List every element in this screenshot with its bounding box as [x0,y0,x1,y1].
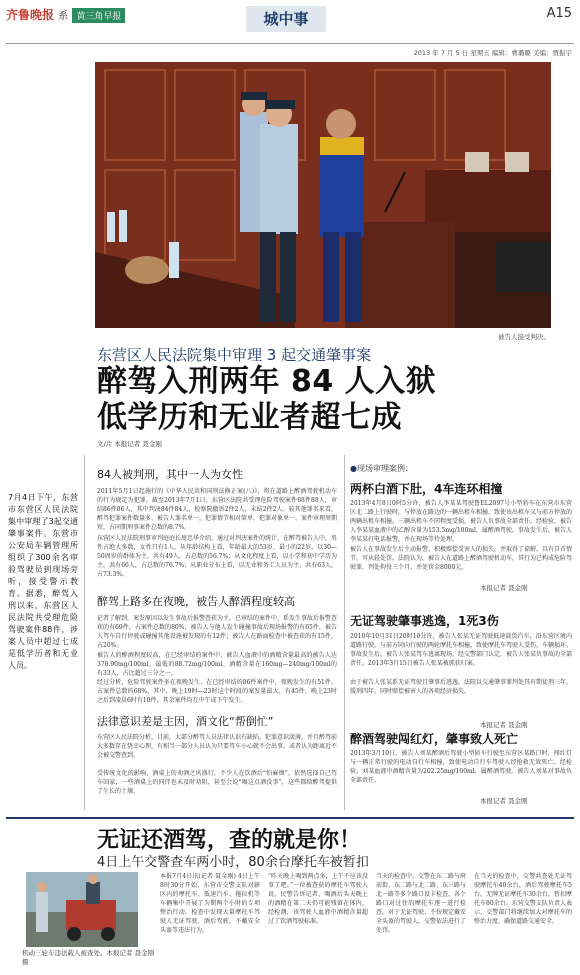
page-number: A15 [546,6,572,21]
bottom-subheadline: 4日上午交警查车两小时，80余台摩托车被暂扣 [97,855,369,870]
headline-line-2: 低学历和无业者超七成 [97,400,402,435]
subheading-1: 84人被判刑，其中一人为女性 [97,468,243,481]
checkpoint-photo [26,872,138,947]
byline: 文/片 本报记者 聂金刚 [97,440,162,448]
section-title: 城中事 [246,6,326,32]
brand-suffix: 系 [58,11,69,22]
case-3-author: 本报记者 聂金刚 [480,797,528,805]
photo-caption: 被告人接受判决。 [498,333,550,341]
case-3-title: 醉酒驾驶闯红灯，肇事致人死亡 [350,732,519,746]
case-2-text: 2010年10月31日20时10分许，被告人张某无证驾驶低速载货汽车，沿东营区境内道路行驶，与前方同向行驶的两轮摩托车相撞，致使摩托车驾驶人受伤，车辆损坏。事故发生后，被告人张某驾车逃离现场。经交警部门认定，被告人张某负事故的全部责任。2013年3月15日被告人张某被抓获归案。 [350,633,572,667]
masthead [6,6,125,23]
headline-line-1: 醉驾入刑两年 84 人入狱 [97,364,437,399]
courtroom-photo [95,62,551,328]
bottom-col-4: 在当天的检查中，交警共查处无证驾驶摩托车40余台，酒后驾驶摩托车5台，无牌无证摩托车30余台，暂扣摩托车80余台。东营交警支队负责人表示，交警部门将继续加大对摩托车的整治力度，确保道路交通安全。 [474,873,572,925]
column-divider [344,455,345,810]
paragraph-1: 2011年5月1日起施行的《中华人民共和国刑法修正案(八)》，将在道路上醉酒驾驶机动车的行为规定为犯罪。截至2013年7月1日，东营区法院共受理危险驾驶案件88件88人，审结86件86人，其中判决84件84人，检察院撤诉2件2人，未结2件2人。较其他罪名来看，醉驾犯罪案件数量多、被告人罪名单一，犯罪情节相对简单、犯罪对象单一、案件审理周期短，占同期刑事案件总数的8.7%。 [97,488,337,531]
bottom-col-3: 当天的检查中，交警在东二路与府前街、东二路与北二路、东三路与北一路等多个路口设卡检查，各个路口对过往的摩托车逐一进行检查。对于无证驾驶、不按规定戴安全头盔的驾驶人，交警依法进行了处罚。 [376,873,466,934]
paragraph-2: 东营区人民法院刑事审判庭庭长周忠华介绍，通过对判决案件的统计，在醉驾被告人中，男性占绝大多数，女性只有1人，从年龄结构上看，年龄最大的53岁，最小的22岁，以30—50周岁的群体为主，共有49人，占总数的56.7%；从文化程度上看，以小学和初中学历为主，共有66人，占总数的76.7%；从职业分布上看，以无业和务工人员为主，共有63人，占73.3%。 [97,535,337,578]
paragraph-6: 东营区人民法院分析，目前，大部分醉驾人员法律认识有缺陷，犯罪意识淡薄，并且醉驾前大多数存在侥幸心理，有相当一部分人员认为只要驾车小心就不会出事，或者认为距离近不会被交警查到。 [97,734,337,759]
lead-sidebar: 7月4日下午，东营市东营区人民法院集中审理了3起交通肇事案件。东营市公安局车辆管理所组织了300余名审验驾驶员到现场旁听，接受警示教育。据悉，醉驾入刑以来，东营区人民法院共受理危险驾驶案件88件，涉案人员中超过七成是低学历者和无业人员。 [8,493,78,670]
paragraph-4: 被告人的醉酒程度较高，在已经审结的案件中，被告人血液中的酒精含量最高的被告人达378.90mg/100ml，最低的88.72mg/100ml，酒精含量在160mg—240mg/100ml的有33人，占比超过三分之一。 [97,652,337,677]
case-1-text-2: 被告人在事故发生后主动报警，积极赔偿受害人的损失，并取得了谅解，具有自首情节，可从轻处罚。法院认为，被告人在道路上醉酒驾驶机动车，其行为已构成危险驾驶罪，判处拘役三个月，并处罚金8000元。 [350,546,572,571]
bullet-icon: ● [350,464,357,473]
paragraph-7: 受传统文化的影响，酒桌上的劝酒之风盛行，不少人在饮酒后“怕麻烦”，依然选择自己驾车回家，一些酒桌上的同伴也未及时劝阻，甚至会说“喝这点酒没事”，这些都给醉驾提供了生长的土壤。 [97,770,337,795]
paragraph-5: 经过分析，危险驾驶案件多在夜晚发生，在已经审结的86件案件中，夜晚发生的有51件，占案件总数的68%，其中，晚上19时—23时这个时段的案发量最大，有45件，晚上23时之后到凌晨6时有10件，其余案件均在中午或下午发生。 [97,679,337,704]
page-header [0,0,580,40]
checkpoint-photo-caption: 机动三轮车违法载人被查处。本报记者 聂金刚 摄 [22,949,155,966]
header-rule [6,43,574,44]
case-1-author: 本报记者 聂金刚 [480,584,528,592]
cases-tag-label: 现场审理案例： [356,464,413,473]
case-2-author: 本报记者 聂金刚 [480,721,528,729]
case-3-text: 2013年3月10日，被告人刘某醉酒后驾驶小型轿车行驶至东营区某路口时，闯红灯与一辆正常行驶的电动自行车相撞，致使电动自行车驾驶人经抢救无效死亡。经检验，刘某血液中酒精含量为202.25mg/100ml，属醉酒驾驶。被告人刘某对事故负全部责任。 [350,750,572,784]
case-1-text: 2013年4月8日0时5分许，被告人李某某驾驶鲁EL2097号小型轿车在东营市东营区北二路上行驶时，与停放在路边的一辆出租车相撞，致使该出租车又与前方停放的两辆出租车相撞。三辆出租车不同程度受损，被告人负事故全部责任。经检验，被告人李某某血液中的乙醇含量为153.5mg/100ml，属醉酒驾驶。事故发生后，被告人李某某打电话报警，并在现场等待处理。 [350,500,572,543]
cases-tag [350,463,413,474]
subheading-3: 法律意识差是主因，酒文化“帮倒忙” [97,715,274,728]
case-2-title: 无证驾驶肇事逃逸，1死3伤 [350,614,499,628]
issue-meta: 2013 年 7 月 5 日 星期五 编辑：曹璐璐 美编：贾振宇 [413,49,572,57]
bottom-col-2: “昨天晚上喝到两点多，上午不应该没事了吧。”一位被查获的摩托车驾驶人说。民警告诉记者，喝酒后头天晚上的酒精在第二天仍可能残留在体内，经检测，该驾驶人血液中酒精含量超过了饮酒驾驶标准。 [268,873,368,925]
column-divider [84,455,85,810]
bottom-rule [6,817,574,819]
sub-brand: 黄三角早报 [72,8,125,23]
brand-name: 齐鲁晚报 [6,8,55,22]
paragraph-3: 记者了解到，案发原因以发生事故后报警查获为主，已审结的案件中，系发生事故后报警查获的有69件，占案件总数的80%，被告人与他人发生碰撞事故后现场报警的有65件，被告人驾车自行停驶或碰撞其他设施被发现的有12件；被告人在路面检查中被查获的有15件，占20%。 [97,615,337,649]
case-1-title: 两杯白酒下肚，4车连环相撞 [350,482,503,496]
headline-kicker: 东营区人民法院集中审理 3 起交通肇事案 [97,346,372,364]
bottom-col-1: 本报7月4日讯(记者 聂金刚) 4日上午8时30分开始，东营市交警支队对辖区内的摩托车、低速汽车、拖拉机等车辆集中开展了为期两个小时的专项整治行动。检查中发现大量摩托车驾驶人无证驾驶、酒后驾驶、不戴安全头盔等违法行为。 [160,873,260,934]
bottom-headline: 无证还酒驾，查的就是你！ [97,828,362,853]
headline [97,364,436,436]
subheading-2: 醉驾上路多在夜晚，被告人醉酒程度较高 [97,595,295,608]
case-2-text-2: 由于被告人张某系无证驾驶且肇事后逃逸，法院以交通肇事罪判处其有期徒刑三年，缓刑四年，同时赔偿被害人的各项经济损失。 [350,679,572,695]
